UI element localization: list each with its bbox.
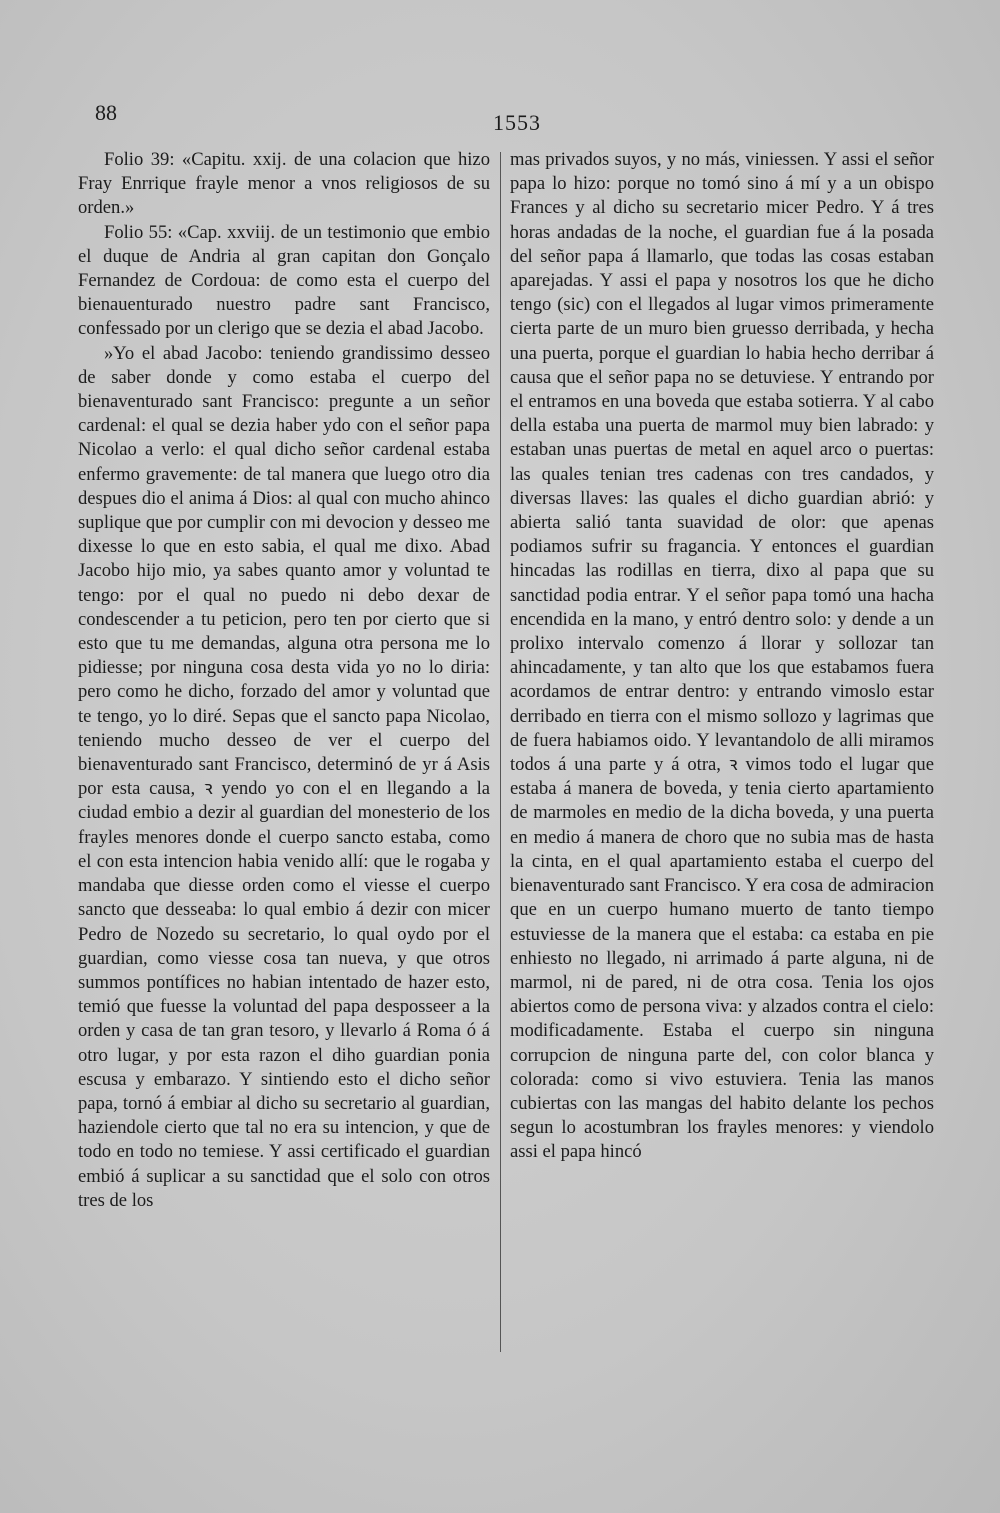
page-number: 88 [95, 100, 117, 125]
paragraph: Folio 55: «Cap. xxviij. de un testimonio que embio el duque de Andria al gran capitan don Gonçalo Fernandez de Cordoua: de como esta el cuerpo del bienauenturado nuestro padre sant Francisco, confessado por un clerigo que se dezia el abad Jacobo. [78, 221, 490, 340]
left-column [78, 148, 490, 1213]
right-column [510, 148, 934, 1165]
paragraph: »Yo el abad Jacobo: teniendo grandissimo desseo de saber donde y como estaba el cuerpo del bienaventurado sant Francisco: pregunte a un señor cardenal: el qual se dezia haber ydo con el señor papa Nicolao a verlo: el qual dicho señor cardenal estaba enfermo gravemente: de tal manera que luego otro dia despues dio el anima á Dios: al qual con mucho ahinco suplique que por cumplir con mi devocion y desseo me dixesse lo que en esto sabia, el qual me dixo. Abad Jacobo hijo mio, ya sabes quanto amor y voluntad te tengo: por el qual no puedo ni debo dexar de condescender a tu peticion, pero ten por cierto que si esto que tu me demandas, alguna otra persona me lo pidiesse; por ninguna cosa desta vida yo no lo diria: pero como he dicho, forzado del amor y voluntad que te tengo, yo lo diré. Sepas que el sancto papa Nicolao, teniendo mucho desseo de ver el cuerpo del bienaventurado sant Francisco, determinó de yr á Asis por esta causa, ꝛ yendo yo con el en llegando a la ciudad embio a dezir al guardian del monesterio de los frayles menores donde el cuerpo sancto estaba, como el con esta intencion habia venido allí: que le rogaba y mandaba que diesse orden como el viesse el cuerpo sancto que desseaba: lo qual embio á dezir con micer Pedro de Nozedo su secretario, lo qual oydo por el guardian, como viesse cosa tan nueva, y que otros summos pontífices no habian intentado de hazer esto, temió que fuesse la voluntad del papa desposseer a la orden y casa de tan gran tesoro, y llevarlo á Roma ó á otro lugar, y por esta razon el diho guardian ponia escusa y embarazo. Y sintiendo esto el dicho señor papa, tornó á embiar al dicho su secretario al guardian, haziendole cierto que tal no era su intencion, y que de todo en todo no temiese. Y assi certificado el guardian embió á suplicar a su sanctidad que el solo con otros tres de los [78, 342, 490, 1211]
column-divider [500, 152, 501, 1352]
paragraph: Folio 39: «Capitu. xxij. de una colacion que hizo Fray Enrrique frayle menor a vnos religiosos de su orden.» [78, 149, 490, 219]
running-header-year: 1553 [493, 110, 541, 135]
paragraph: mas privados suyos, y no más, viniessen. Y assi el señor papa lo hizo: porque no tomó sino á mí y a un obispo Frances y al dicho su secretario micer Pedro. Y á tres horas andadas de la noche, el guardian fue á la posada del señor papa á llamarlo, que todas las cosas estaban aparejadas. Y assi el papa y nosotros los que he dicho tengo (sic) con el llegados al lugar vimos primeramente cierta parte de un muro bien gruesso derribada, y hecha una puerta, porque el guardian lo habia hecho derribar á causa que el señor papa no se detuviese. Y entrando por el entramos en una boveda que estaba sotierra. Y al cabo della estaba una puerta de marmol muy bien labrado: y estaban unas puertas de metal en aquel arco o puertas: las quales tenian tres cadenas con tres candados, y diversas llaves: las quales el dicho guardian abrió: y abierta salió tanta suavidad de olor: que apenas podiamos sufrir su fragancia. Y entonces el guardian hincadas las rodillas en tierra, dixo al papa que su sanctidad podia entrar. Y el señor papa tomó una hacha encendida en la mano, y entró dentro solo: y dende a un prolixo intervalo comenzo á llorar y sollozar tan ahincadamente, y tan alto que los que estabamos fuera acordamos de entrar dentro: y entrando vimoslo estar derribado en tierra con el mismo sollozo y lagrimas que de fuera habiamos oido. Y levantandolo de alli miramos todos á una parte y á otra, ꝛ vimos todo el lugar que estaba á manera de boveda, y tenia cierto apartamiento de marmoles en medio de la dicha boveda, y una puerta en medio á manera de choro que no subia mas de hasta la cinta, en el qual apartamiento estaba el cuerpo del bienaventurado sant Francisco. Y era cosa de admiracion que en un cuerpo humano muerto de tanto tiempo estuviesse de la manera que el estaba: ca estaba en pie enhiesto no llegado, ni arrimado á parte alguna, ni de marmol, ni de pared, ni de otra cosa. Tenia los ojos abiertos como de persona viva: y alzados contra el cielo: modificadamente. Estaba el cuerpo sin ninguna corrupcion de ninguna parte del, con color blanca y colorada: como si vivo estuviera. Tenia las manos cubiertas con las mangas del habito delante los pechos segun lo acostumbran los frayles menores: y viendolo assi el papa hincó [510, 149, 934, 1163]
